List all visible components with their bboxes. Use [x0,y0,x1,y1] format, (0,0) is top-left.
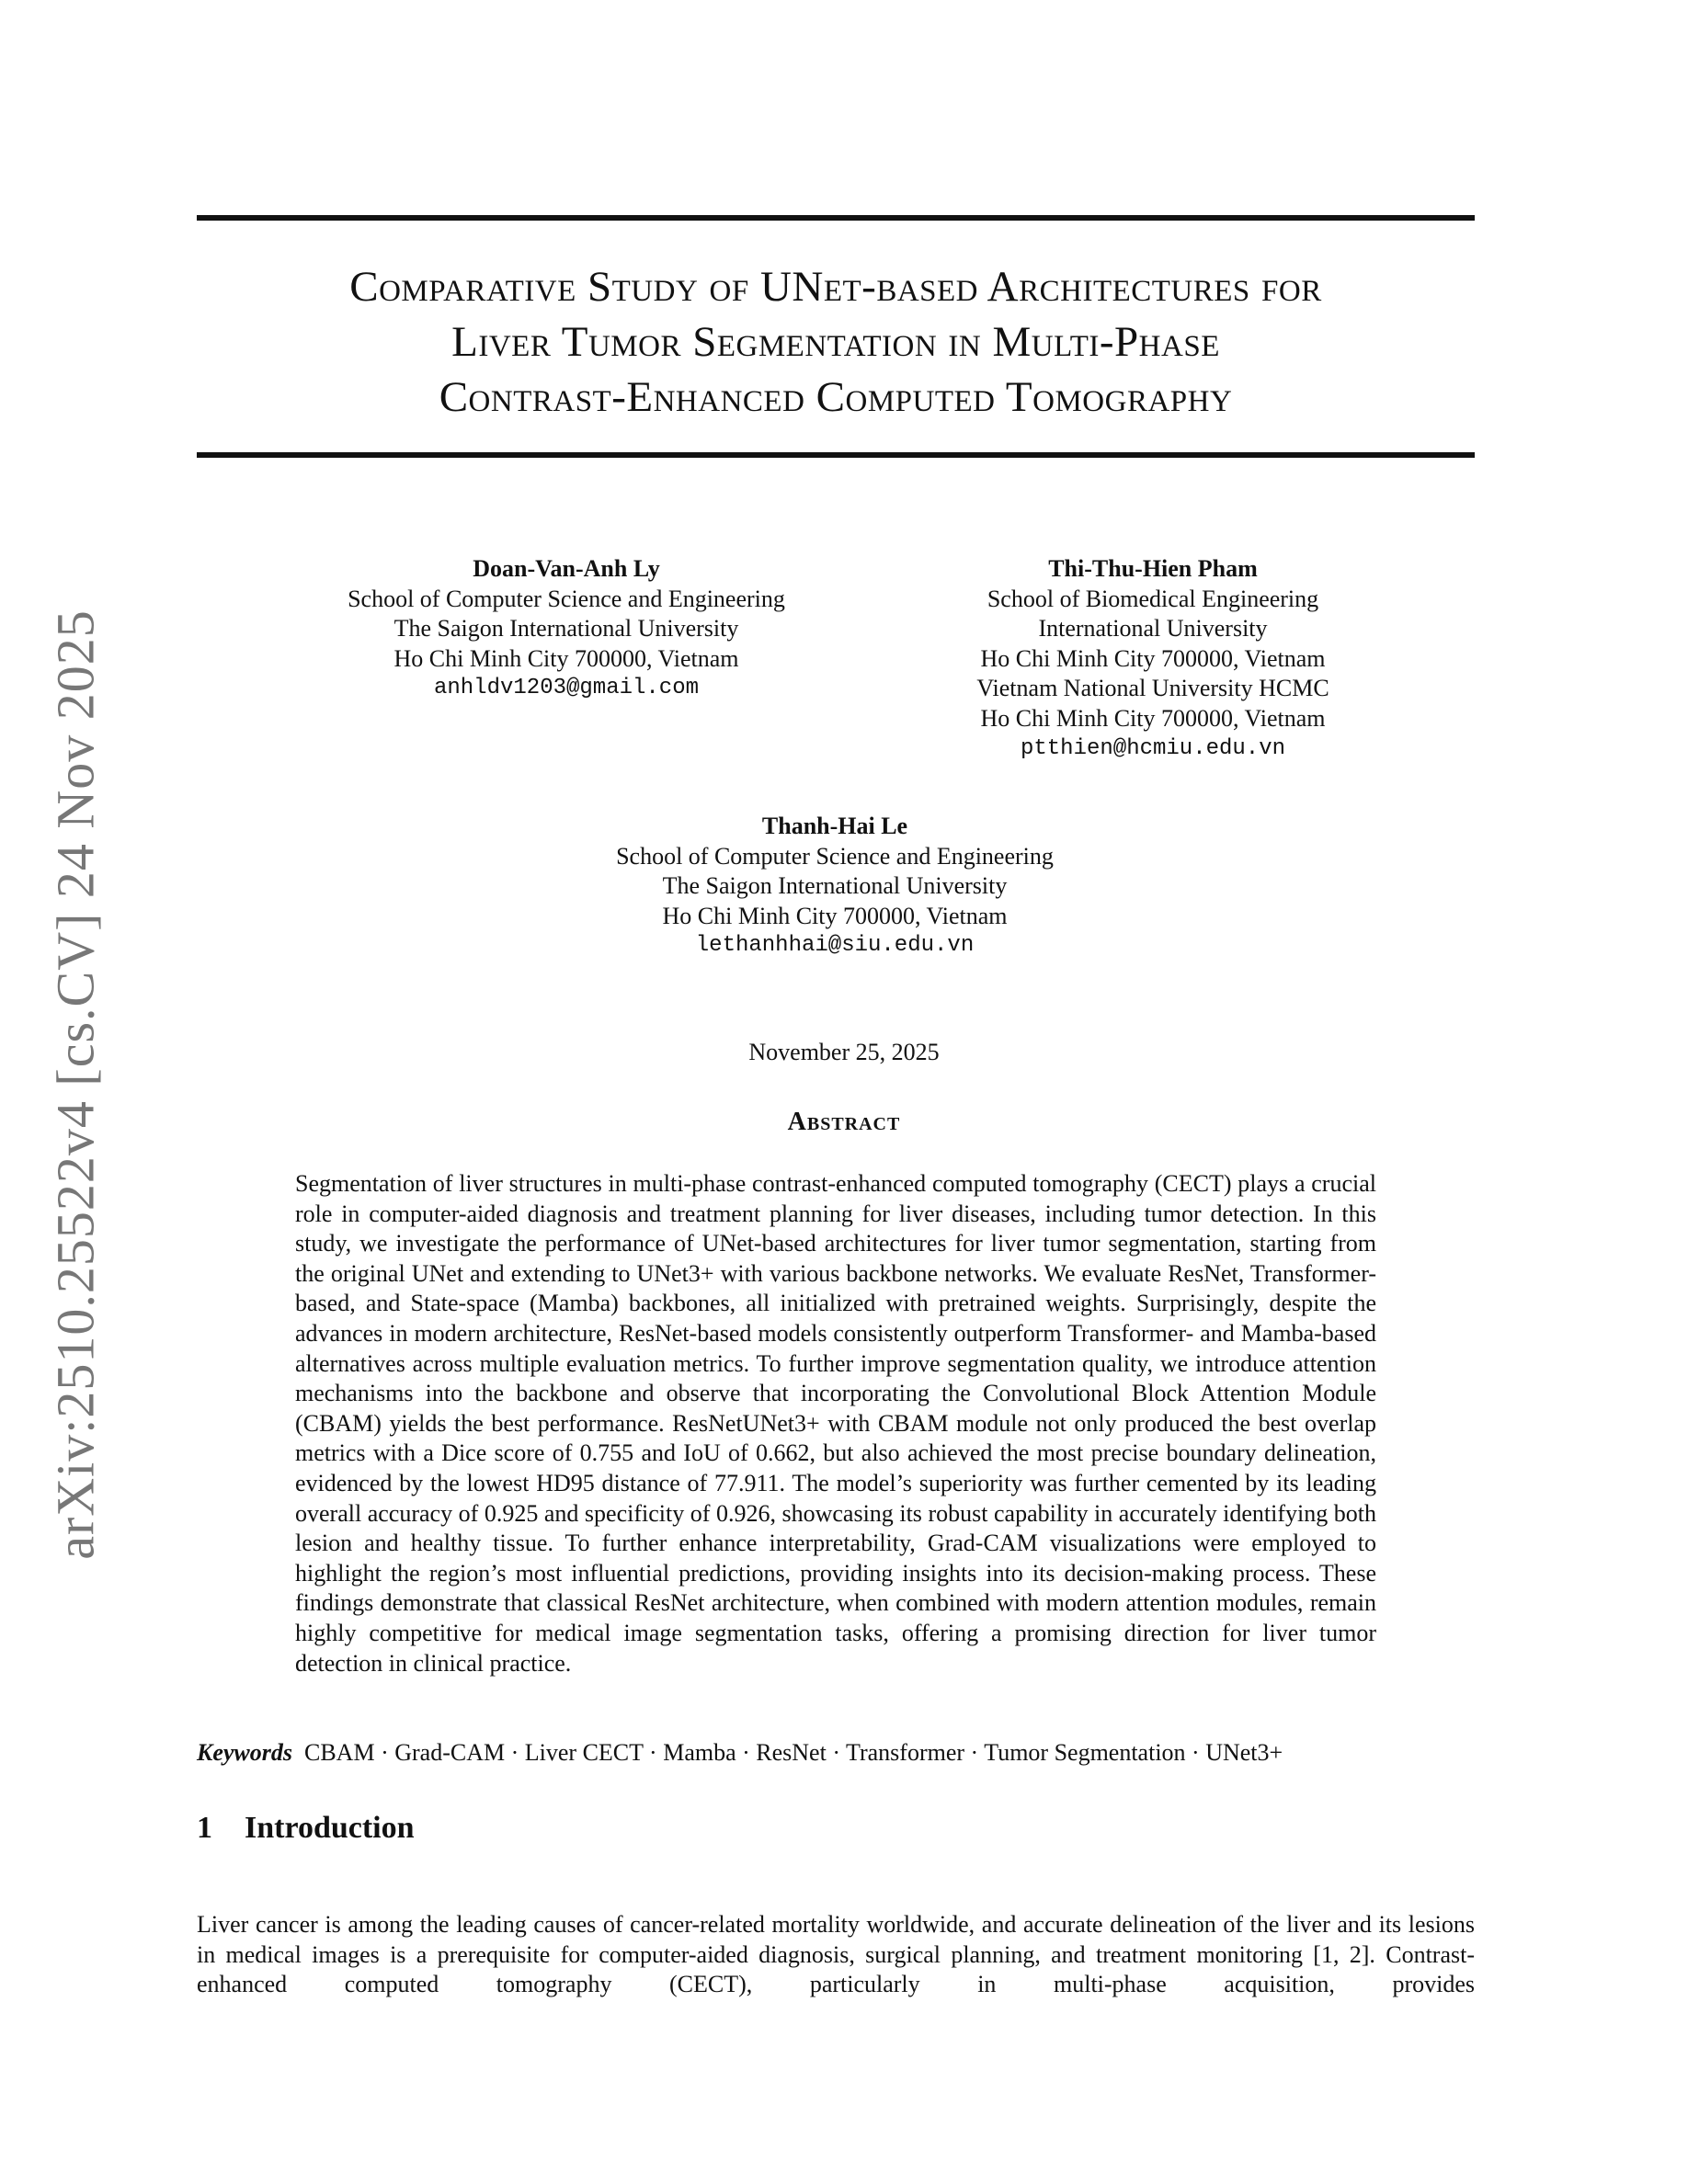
section-title: Introduction [245,1811,415,1845]
section-heading [197,1811,415,1846]
affiliation-line: School of Biomedical Engineering [987,585,1319,612]
abstract-heading: Abstract [787,1108,901,1136]
top-rule [197,215,1475,221]
author-name: Thi-Thu-Hien Pham [1048,555,1258,582]
author-email[interactable]: ptthien@hcmiu.edu.vn [1020,735,1286,761]
keywords [197,1739,1283,1767]
affiliation-line: School of Computer Science and Engineering [348,585,785,612]
paper-title [197,259,1475,425]
author-1 [291,554,842,704]
affiliation-line: The Saigon International University [393,615,739,643]
arxiv-stamp: arXiv:2510.25522v4 [cs.CV] 24 Nov 2025 [45,609,106,1560]
affiliation-line: Ho Chi Minh City 700000, Vietnam [393,644,739,672]
author-name: Doan-Van-Anh Ly [473,555,660,582]
affiliation-line: School of Computer Science and Engineering [616,842,1054,870]
affiliation-line: The Saigon International University [662,872,1008,900]
abstract-text: Segmentation of liver structures in multi-phase contrast-enhanced computed tomography (CECT) plays a crucial role in computer-aided diagnosis and treatment planning for liver diseases, including tumor detection. In this study, we investigate the performance of UNet-based architectures for liver tumor segmentation, starting from the original UNet and extending to UNet3+ with various backbone networks. We evaluate ResNet, Transformer-based, and State-space (Mamba) backbones, all initialized with pretrained weights. Surprisingly, despite the advances in modern architecture, ResNet-based models consistently outperform Transformer- and Mamba-based alternatives across multiple evaluation metrics. To further improve segmentation quality, we introduce attention mechanisms into the backbone and observe that incorporating the Convolutional Block Attention Module (CBAM) yields the best performance. ResNetUNet3+ with CBAM module not only produced the best overlap metrics with a Dice score of 0.755 and IoU of 0.662, but also achieved the most precise boundary delineation, evidenced by the lowest HD95 distance of 77.911. The model’s superiority was further cemented by its leading overall accuracy of 0.925 and specificity of 0.926, showcasing its robust capability in accurately identifying both lesion and healthy tissue. To further enhance interpretability, Grad-CAM visualizations were employed to highlight the region’s most influential predictions, providing insights into its decision-making process. These findings demonstrate that classical ResNet architecture, when combined with modern attention modules, remain highly competitive for medical image segmentation tasks, offering a promising direction for liver tumor detection in clinical practice. [295,1170,1376,1677]
bottom-rule [197,452,1475,458]
affiliation-line: Vietnam National University HCMC [976,675,1329,702]
keywords-list: CBAM · Grad-CAM · Liver CECT · Mamba · ResNet · Transformer · Tumor Segmentation · UNet3+ [304,1739,1283,1766]
affiliation-line: Ho Chi Minh City 700000, Vietnam [980,704,1326,732]
title-line: Comparative Study of UNet-based Architectures for [349,263,1322,311]
author-2 [877,554,1429,764]
author-email[interactable]: anhldv1203@gmail.com [433,676,700,701]
title-line: Contrast-Enhanced Computed Tomography [439,373,1233,421]
author-3 [559,812,1111,961]
section-number: 1 [197,1811,212,1845]
affiliation-line: Ho Chi Minh City 700000, Vietnam [980,644,1326,672]
intro-paragraph: Liver cancer is among the leading causes of cancer-related mortality worldwide, and accurate delineation of the liver and its lesions in medical images is a prerequisite for computer-aided diagnosis, surgical planning, and treatment monitoring [1, 2]. Contrast-enhanced computed tomography (CECT), particularly in multi-phase acquisition, provides [197,1911,1475,1998]
affiliation-line: International University [1038,615,1268,643]
keywords-label: Keywords [197,1739,292,1766]
affiliation-line: Ho Chi Minh City 700000, Vietnam [662,902,1008,929]
author-name: Thanh-Hai Le [761,813,908,839]
paper-date: November 25, 2025 [748,1039,940,1065]
author-email[interactable]: lethanhhai@siu.edu.vn [695,933,975,959]
title-line: Liver Tumor Segmentation in Multi-Phase [451,318,1220,366]
